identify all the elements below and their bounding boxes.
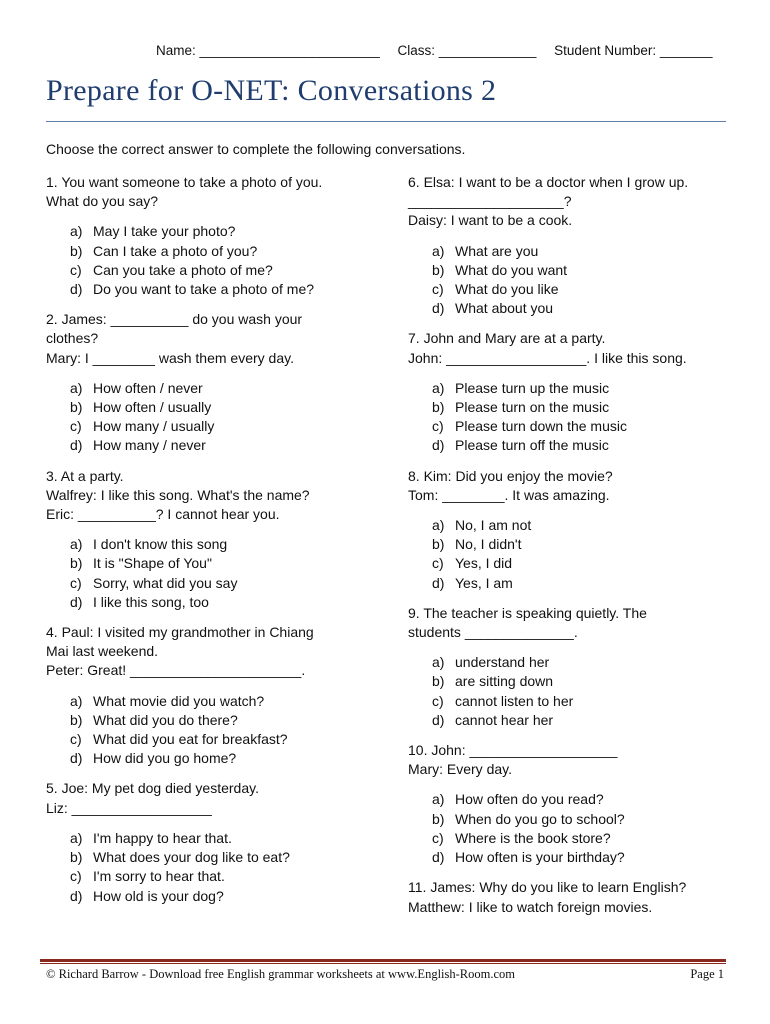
answer-option	[70, 848, 396, 867]
question-text: 7. John and Mary are at a party. John: __________________. I like this song.	[408, 330, 687, 366]
option-text: Can I take a photo of you?	[93, 242, 258, 259]
question	[46, 467, 396, 612]
page-title: Prepare for O-NET: Conversations 2	[46, 74, 497, 107]
option-text: When do you go to school?	[455, 810, 625, 827]
answer-option	[432, 280, 758, 299]
question	[408, 878, 758, 916]
answer-options	[408, 653, 758, 730]
question	[46, 310, 396, 455]
option-text: What does your dog like to eat?	[93, 849, 290, 866]
option-text: What are you	[455, 242, 539, 259]
question-text: 5. Joe: My pet dog died yesterday. Liz: __________________	[46, 780, 259, 816]
answer-option	[432, 516, 758, 535]
answer-option	[70, 242, 396, 261]
option-text: What movie did you watch?	[93, 692, 265, 709]
answer-option	[432, 672, 758, 691]
option-letter: b)	[70, 242, 83, 259]
answer-option	[70, 711, 396, 730]
option-text: How often is your birthday?	[455, 849, 625, 866]
answer-option	[432, 653, 758, 672]
option-letter: a)	[432, 517, 445, 534]
answer-option	[432, 692, 758, 711]
option-letter: a)	[70, 223, 83, 240]
option-text: I like this song, too	[93, 593, 209, 610]
option-text: What about you	[455, 300, 554, 317]
answer-option	[70, 554, 396, 573]
name-field: Name: ________________________	[156, 43, 380, 58]
footer-divider-thin	[40, 963, 726, 964]
option-letter: c)	[432, 418, 444, 435]
answer-option	[70, 280, 396, 299]
answer-option	[70, 535, 396, 554]
option-text: cannot listen to her	[455, 692, 574, 709]
option-letter: d)	[70, 437, 83, 454]
title-divider	[46, 121, 726, 122]
question	[408, 467, 758, 593]
option-text: What did you eat for breakfast?	[93, 731, 288, 748]
question-text: 2. James: __________ do you wash your clothes? Mary: I ________ wash them every day.	[46, 311, 303, 366]
right-column	[408, 173, 758, 928]
answer-option	[70, 574, 396, 593]
answer-option	[432, 829, 758, 848]
option-letter: d)	[70, 750, 83, 767]
option-text: No, I didn't	[455, 536, 522, 553]
option-letter: b)	[70, 555, 83, 572]
option-text: Where is the book store?	[455, 829, 611, 846]
option-text: May I take your photo?	[93, 223, 236, 240]
option-text: Sorry, what did you say	[93, 574, 238, 591]
option-text: How often do you read?	[455, 791, 604, 808]
answer-option	[70, 829, 396, 848]
question-text: 9. The teacher is speaking quietly. The students ______________.	[408, 604, 647, 641]
question	[408, 741, 758, 867]
answer-option	[70, 749, 396, 768]
answer-option	[70, 261, 396, 280]
answer-option	[432, 848, 758, 867]
instructions: Choose the correct answer to complete the following conversations.	[46, 141, 466, 157]
option-letter: a)	[432, 654, 445, 671]
answer-options	[408, 379, 758, 456]
option-letter: b)	[432, 536, 445, 553]
answer-options	[46, 222, 396, 299]
answer-option	[70, 436, 396, 455]
option-text: Can you take a photo of me?	[93, 261, 273, 278]
option-letter: a)	[432, 791, 445, 808]
option-letter: c)	[432, 281, 444, 298]
option-text: What did you do there?	[93, 711, 238, 728]
answer-options	[46, 535, 396, 612]
answer-option	[432, 261, 758, 280]
answer-option	[70, 887, 396, 906]
option-letter: d)	[432, 574, 445, 591]
option-text: How did you go home?	[93, 750, 237, 767]
option-text: What do you want	[455, 261, 568, 278]
option-letter: c)	[70, 868, 82, 885]
answer-options	[408, 790, 758, 867]
question-text: 6. Elsa: I want to be a doctor when I grow up. ____________________? Daisy: I want to be a cook.	[408, 174, 689, 229]
option-letter: b)	[70, 399, 83, 416]
option-letter: d)	[432, 849, 445, 866]
option-letter: a)	[432, 379, 445, 396]
question	[46, 623, 396, 768]
question	[408, 604, 758, 730]
question-text: 11. James: Why do you like to learn English? Matthew: I like to watch foreign movies.	[408, 879, 687, 915]
answer-option	[70, 867, 396, 886]
option-text: Please turn off the music	[455, 437, 609, 454]
option-letter: d)	[432, 437, 445, 454]
option-letter: b)	[432, 673, 445, 690]
question-text: 1. You want someone to take a photo of you. What do you say?	[46, 174, 323, 210]
answer-option	[432, 574, 758, 593]
answer-option	[432, 398, 758, 417]
answer-option	[70, 222, 396, 241]
answer-options	[408, 516, 758, 593]
question-text: 8. Kim: Did you enjoy the movie? Tom: ________. It was amazing.	[408, 467, 613, 503]
answer-option	[432, 554, 758, 573]
option-text: How many / never	[93, 437, 206, 454]
option-text: I'm happy to hear that.	[93, 829, 232, 846]
option-text: Do you want to take a photo of me?	[93, 281, 315, 298]
option-letter: b)	[432, 261, 445, 278]
option-text: How often / never	[93, 379, 203, 396]
question	[408, 329, 758, 455]
option-letter: a)	[70, 379, 83, 396]
left-column	[46, 173, 396, 917]
question-text: 3. At a party. Walfrey: I like this song. What's the name? Eric: __________? I cannot hear you.	[46, 467, 310, 523]
option-letter: b)	[432, 399, 445, 416]
answer-options	[408, 242, 758, 319]
answer-option	[432, 790, 758, 809]
option-text: How many / usually	[93, 418, 215, 435]
footer-divider-thick	[40, 959, 726, 962]
answer-option	[432, 417, 758, 436]
class-field: Class: _____________	[397, 43, 537, 58]
question-text: 10. John: ___________________ Mary: Every day.	[408, 742, 618, 778]
question-text: 4. Paul: I visited my grandmother in Chiang Mai last weekend. Peter: Great! ______________________.	[46, 624, 314, 679]
option-text: cannot hear her	[455, 711, 554, 728]
answer-option	[70, 379, 396, 398]
option-letter: c)	[70, 418, 82, 435]
question	[46, 779, 396, 905]
option-text: Please turn up the music	[455, 379, 610, 396]
option-letter: a)	[70, 829, 83, 846]
option-letter: c)	[70, 574, 82, 591]
student-info-line	[156, 43, 730, 58]
answer-option	[432, 711, 758, 730]
footer-credit: © Richard Barrow - Download free English grammar worksheets at www.English-Room.com	[46, 967, 515, 981]
option-text: I don't know this song	[93, 536, 228, 553]
answer-options	[46, 829, 396, 906]
option-letter: a)	[70, 536, 83, 553]
option-letter: c)	[432, 555, 444, 572]
option-text: It is "Shape of You"	[93, 555, 212, 572]
answer-option	[70, 593, 396, 612]
answer-option	[70, 730, 396, 749]
answer-option	[432, 379, 758, 398]
option-letter: c)	[432, 692, 444, 709]
question	[408, 173, 758, 318]
question	[46, 173, 396, 299]
option-letter: d)	[432, 300, 445, 317]
answer-option	[70, 398, 396, 417]
option-text: Yes, I did	[455, 555, 513, 572]
option-letter: d)	[70, 887, 83, 904]
option-text: are sitting down	[455, 673, 554, 690]
answer-option	[432, 242, 758, 261]
answer-option	[70, 417, 396, 436]
answer-options	[46, 379, 396, 456]
option-letter: b)	[432, 810, 445, 827]
option-text: Please turn down the music	[455, 418, 627, 435]
answer-option	[432, 299, 758, 318]
option-text: I'm sorry to hear that.	[93, 868, 225, 885]
option-letter: b)	[70, 849, 83, 866]
option-text: How old is your dog?	[93, 887, 224, 904]
option-letter: d)	[70, 281, 83, 298]
option-text: How often / usually	[93, 399, 212, 416]
answer-option	[432, 810, 758, 829]
option-letter: d)	[432, 711, 445, 728]
answer-option	[70, 692, 396, 711]
option-text: No, I am not	[455, 517, 532, 534]
answer-option	[432, 535, 758, 554]
option-text: What do you like	[455, 281, 559, 298]
option-letter: b)	[70, 711, 83, 728]
option-letter: c)	[432, 829, 444, 846]
option-letter: d)	[70, 593, 83, 610]
answer-options	[46, 692, 396, 769]
option-text: understand her	[455, 654, 550, 671]
option-letter: a)	[70, 692, 83, 709]
option-letter: a)	[432, 242, 445, 259]
option-letter: c)	[70, 731, 82, 748]
answer-option	[432, 436, 758, 455]
option-letter: c)	[70, 261, 82, 278]
page-number: Page 1	[690, 967, 724, 981]
student-number-field: Student Number: _______	[554, 43, 713, 58]
option-text: Yes, I am	[455, 574, 513, 591]
option-text: Please turn on the music	[455, 399, 610, 416]
